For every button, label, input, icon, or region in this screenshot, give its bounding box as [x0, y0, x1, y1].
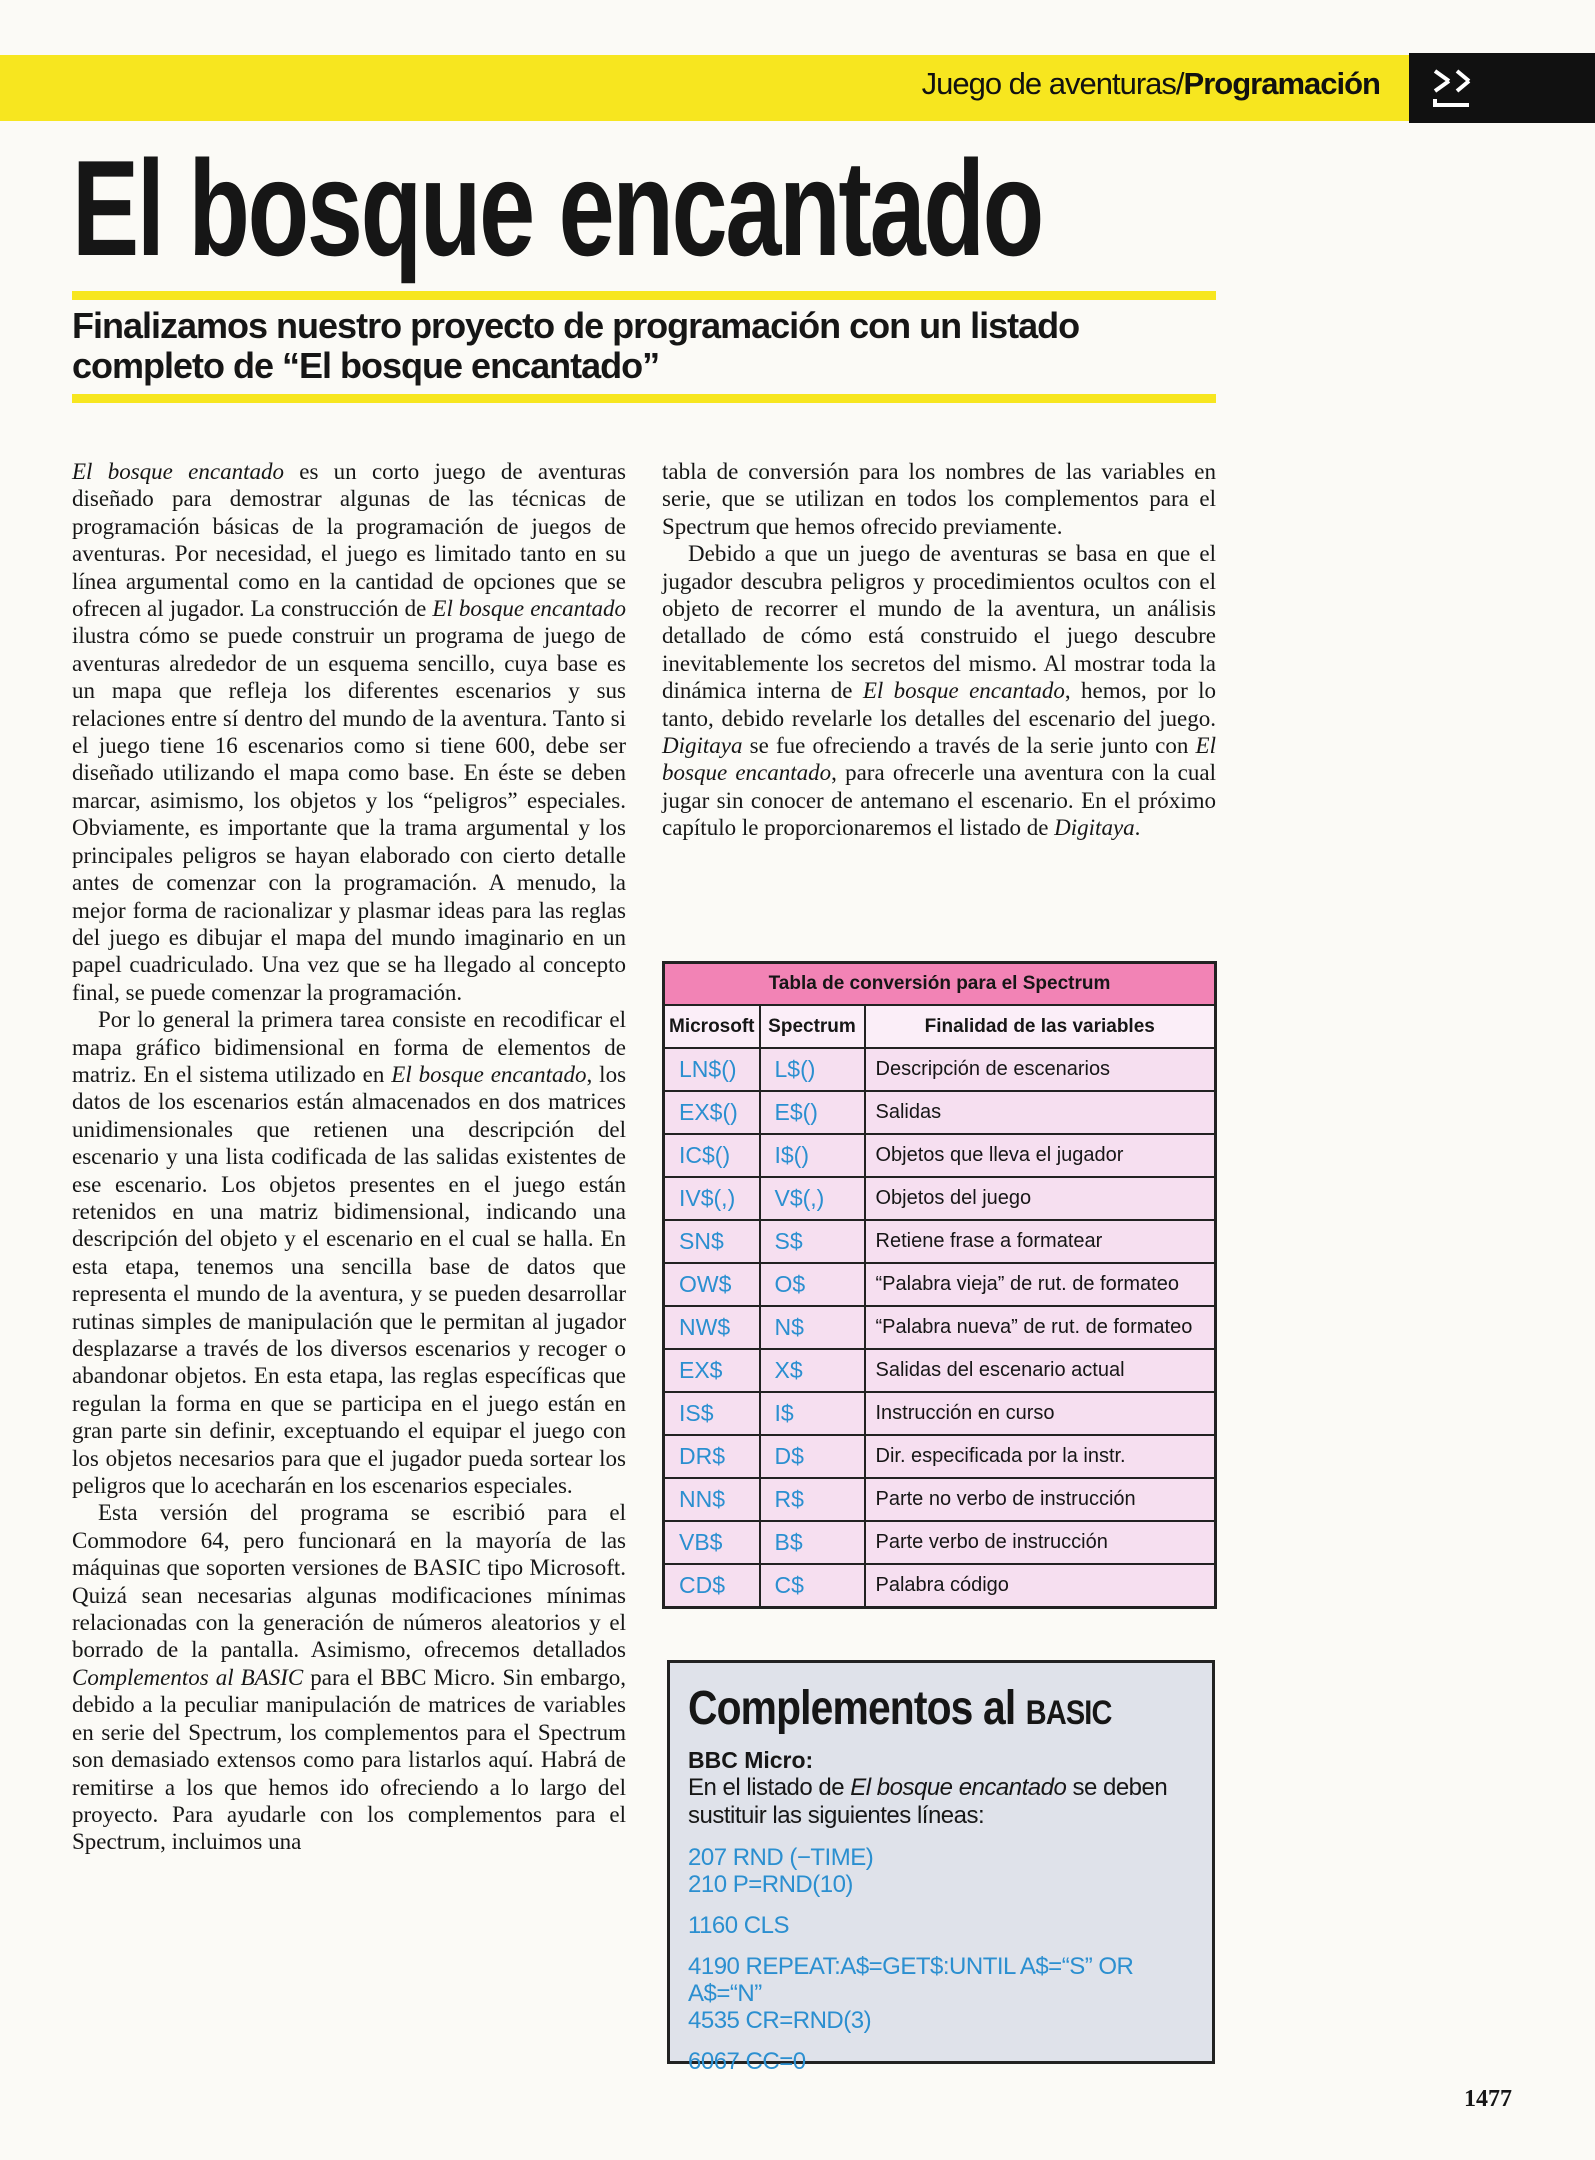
- code-line: 210 P=RND(10): [688, 1871, 853, 1898]
- code-group: [688, 1844, 1194, 1898]
- microsoft-var: VB$: [664, 1521, 760, 1564]
- right-column: [662, 458, 1216, 842]
- italic-text: El bosque encantado: [72, 459, 284, 484]
- spectrum-var: I$: [760, 1392, 865, 1435]
- code-line: 207 RND (−TIME): [688, 1844, 874, 1871]
- intro-italic: El bosque encantado: [850, 1774, 1067, 1801]
- variable-purpose: Parte no verbo de instrucción: [865, 1478, 1216, 1521]
- microsoft-var: NW$: [664, 1306, 760, 1349]
- variable-purpose: Instrucción en curso: [865, 1392, 1216, 1435]
- section-label-regular: Juego de aventuras/: [921, 66, 1184, 101]
- table-row: [664, 1478, 1216, 1521]
- intro-text: En el listado de: [688, 1774, 851, 1801]
- variable-purpose: “Palabra nueva” de rut. de formateo: [865, 1306, 1216, 1349]
- variable-purpose: Palabra código: [865, 1564, 1216, 1608]
- italic-text: El bosque encantado: [391, 1061, 587, 1087]
- variable-purpose: Salidas del escenario actual: [865, 1349, 1216, 1392]
- microsoft-var: IS$: [664, 1392, 760, 1435]
- table-row: [664, 1091, 1216, 1134]
- code-line: 4190 REPEAT:A$=GET$:UNTIL A$=“S” OR A$=“N”: [688, 1953, 1134, 2007]
- conversion-table: [662, 961, 1217, 1609]
- variable-purpose: “Palabra vieja” de rut. de formateo: [865, 1263, 1216, 1306]
- spectrum-var: L$(): [760, 1048, 865, 1091]
- variable-purpose: Dir. especificada por la instr.: [865, 1435, 1216, 1478]
- text-run: ilustra cómo se puede construir un programa de juego de aventuras alrededor de un esquema sencillo, cuya base es un mapa que refleja los diferentes escenarios y sus relaciones entre sí dentro del mundo de la aventura. Tanto si el juego tiene 16 escenarios como si tiene 600, debe ser diseñado utilizando el mapa como base. En éste se deben marcar, asimismo, los objetos y los “peligros” especiales. Obviamente, es importante que la trama argumental y los principales peligros se hayan elaborado con cierto detalle antes de comenzar con la programación. A menudo, la mejor forma de racionalizar y plasmar ideas para las reglas del juego es dibujar el mapa del mundo imaginario en un papel cuadriculado. Una vez que se ha llegado al concepto final, se puede comenzar la programación.: [72, 623, 626, 1005]
- spectrum-var: E$(): [760, 1091, 865, 1134]
- header-microsoft: Microsoft: [664, 1005, 760, 1048]
- microsoft-var: CD$: [664, 1564, 760, 1608]
- series-logo-icon: [1427, 63, 1477, 113]
- code-group: [688, 2048, 1194, 2075]
- variable-purpose: Descripción de escenarios: [865, 1048, 1216, 1091]
- divider-bottom: [72, 394, 1216, 403]
- variable-purpose: Parte verbo de instrucción: [865, 1521, 1216, 1564]
- table-row: [664, 1392, 1216, 1435]
- left-column: [72, 458, 626, 1856]
- spectrum-var: D$: [760, 1435, 865, 1478]
- text-run: Debido a que un juego de aventuras se basa en que el jugador descubra peligros y procedimientos ocultos con el objeto de recorrer el mundo de la aventura, un análisis detallado de cómo está construido el juego descubre inevitablemente los secretos del mismo. Al mostrar toda la dinámica interna de: [662, 541, 1216, 704]
- italic-text: El bosque encantado: [432, 596, 627, 622]
- paragraph: [662, 540, 1216, 841]
- variable-purpose: Retiene frase a formatear: [865, 1220, 1216, 1263]
- page-number: 1477: [1464, 2086, 1512, 2112]
- italic-text: El bosque encantado: [662, 733, 1216, 786]
- header-spectrum: Spectrum: [760, 1005, 865, 1048]
- code-group: [688, 1912, 1194, 1939]
- microsoft-var: OW$: [664, 1263, 760, 1306]
- box-intro: [688, 1774, 1194, 1830]
- section-label-bold: Programación: [1183, 66, 1380, 101]
- table-row: [664, 1177, 1216, 1220]
- spectrum-var: X$: [760, 1349, 865, 1392]
- code-line: 1160 CLS: [688, 1912, 789, 1939]
- basic-complements-box: [667, 1660, 1215, 2075]
- table-row: [664, 1521, 1216, 1564]
- subtitle: Finalizamos nuestro proyecto de programación con un listado completo de “El bosque encantado”: [72, 305, 1080, 386]
- spectrum-var: O$: [760, 1263, 865, 1306]
- paragraph: [72, 1006, 626, 1499]
- text-run: .: [1134, 815, 1141, 841]
- text-run: , los datos de los escenarios están almacenados en dos matrices unidimensionales que retienen una descripción del escenario y una lista codificada de las salidas existentes de ese escenario. Los objetos presentes en el juego están retenidos en una matriz bidimensional, indicando una descripción del objeto y el escenario en el cual se halla. En esta etapa, tenemos una sencilla base de datos que representa el mundo de la aventura, y se pueden desarrollar rutinas simples de manipulación que le permitan al jugador desplazarse a través de los diversos escenarios y recoger o abandonar objetos. En esta etapa, las reglas específicas que regulan la forma en que se participa en el juego están en gran parte sin definir, exceptuando el equipar el juego con los objetos necesarios para que el jugador pueda sortear los peligros que lo acecharán en los escenarios especiales.: [72, 1061, 627, 1499]
- box-title: [688, 1681, 1118, 1741]
- text-run: tabla de conversión para los nombres de las variables en serie, que se utilizan en todos los complementos para el Spectrum que hemos ofrecido previamente.: [662, 459, 1216, 539]
- spectrum-var: B$: [760, 1521, 865, 1564]
- code-line: 4535 CR=RND(3): [688, 2007, 872, 2034]
- divider-top: [72, 291, 1216, 300]
- code-group: [688, 1953, 1194, 2034]
- code-line: 6067 CC=0: [688, 2048, 806, 2075]
- microsoft-var: DR$: [664, 1435, 760, 1478]
- microsoft-var: SN$: [664, 1220, 760, 1263]
- spectrum-var: R$: [760, 1478, 865, 1521]
- header-purpose: Finalidad de las variables: [865, 1005, 1216, 1048]
- microsoft-var: IV$(,): [664, 1177, 760, 1220]
- text-run: se fue ofreciendo a través de la serie junto con: [742, 733, 1196, 759]
- table-row: [664, 1134, 1216, 1177]
- table-row: [664, 1435, 1216, 1478]
- table-row: [664, 1220, 1216, 1263]
- text-run: para el BBC Micro. Sin embargo, debido a la peculiar manipulación de matrices de variables en serie del Spectrum, los complementos para el Spectrum son demasiado extensos como para listarlos aquí. Habrá de remitirse a los que hemos ido ofreciendo a lo largo del proyecto. Para ayudarle con los complementos para el Spectrum, incluimos una: [72, 1664, 627, 1855]
- paragraph: [72, 1499, 626, 1855]
- table-row: [664, 1048, 1216, 1091]
- table-row: [664, 1263, 1216, 1306]
- italic-text: Complementos al BASIC: [72, 1664, 304, 1690]
- variable-purpose: Salidas: [865, 1091, 1216, 1134]
- microsoft-var: EX$: [664, 1349, 760, 1392]
- spectrum-var: S$: [760, 1220, 865, 1263]
- microsoft-var: NN$: [664, 1478, 760, 1521]
- variable-purpose: Objetos del juego: [865, 1177, 1216, 1220]
- intro-text: se deben sustituir las siguientes líneas:: [688, 1774, 1168, 1829]
- italic-text: El bosque encantado: [862, 678, 1065, 704]
- spectrum-var: C$: [760, 1564, 865, 1608]
- paragraph: [72, 458, 626, 1006]
- microsoft-var: IC$(): [664, 1134, 760, 1177]
- spectrum-var: V$(,): [760, 1177, 865, 1220]
- paragraph: [662, 458, 1216, 540]
- spectrum-var: I$(): [760, 1134, 865, 1177]
- text-run: , hemos, por lo tanto, debido revelarle los detalles del escenario del juego.: [662, 678, 1216, 731]
- italic-text: Digitaya: [662, 733, 743, 759]
- table-row: [664, 1349, 1216, 1392]
- box-title-basic: BASIC: [1025, 1694, 1112, 1732]
- table-row: [664, 1564, 1216, 1608]
- variable-purpose: Objetos que lleva el jugador: [865, 1134, 1216, 1177]
- box-title-text: Complementos al: [688, 1682, 1026, 1735]
- spectrum-var: N$: [760, 1306, 865, 1349]
- text-run: , para ofrecerle una aventura con la cual jugar sin conocer de antemano el escenario. En el próximo capítulo le proporcionaremos el listado de: [662, 760, 1216, 841]
- section-label: [922, 66, 1380, 102]
- table-title: Tabla de conversión para el Spectrum: [664, 963, 1216, 1006]
- system-label: BBC Micro:: [688, 1747, 814, 1773]
- text-run: Esta versión del programa se escribió para el Commodore 64, pero funcionará en la mayoría de las máquinas que soporten versiones de BASIC tipo Microsoft. Quizá sean necesarias algunas modificaciones mínimas relacionadas con la generación de números aleatorios y el borrado de la pantalla. Asimismo, ofrecemos detallados: [72, 1500, 626, 1663]
- microsoft-var: LN$(): [664, 1048, 760, 1091]
- text-run: Por lo general la primera tarea consiste en recodificar el mapa gráfico bidimensional en forma de elementos de matriz. En el sistema utilizado en: [72, 1007, 626, 1087]
- text-run: es un corto juego de aventuras diseñado para demostrar algunas de las técnicas de programación básicas de la programación de juegos de aventuras. Por necesidad, el juego es limitado tanto en su línea argumental como en la cantidad de opciones que se ofrecen al jugador. La construcción de: [72, 459, 626, 622]
- table-row: [664, 1306, 1216, 1349]
- code-listing: [688, 1844, 1194, 2075]
- page-title: El bosque encantado: [72, 132, 1042, 284]
- microsoft-var: EX$(): [664, 1091, 760, 1134]
- italic-text: Digitaya: [1054, 815, 1135, 841]
- series-logo: [1409, 53, 1595, 123]
